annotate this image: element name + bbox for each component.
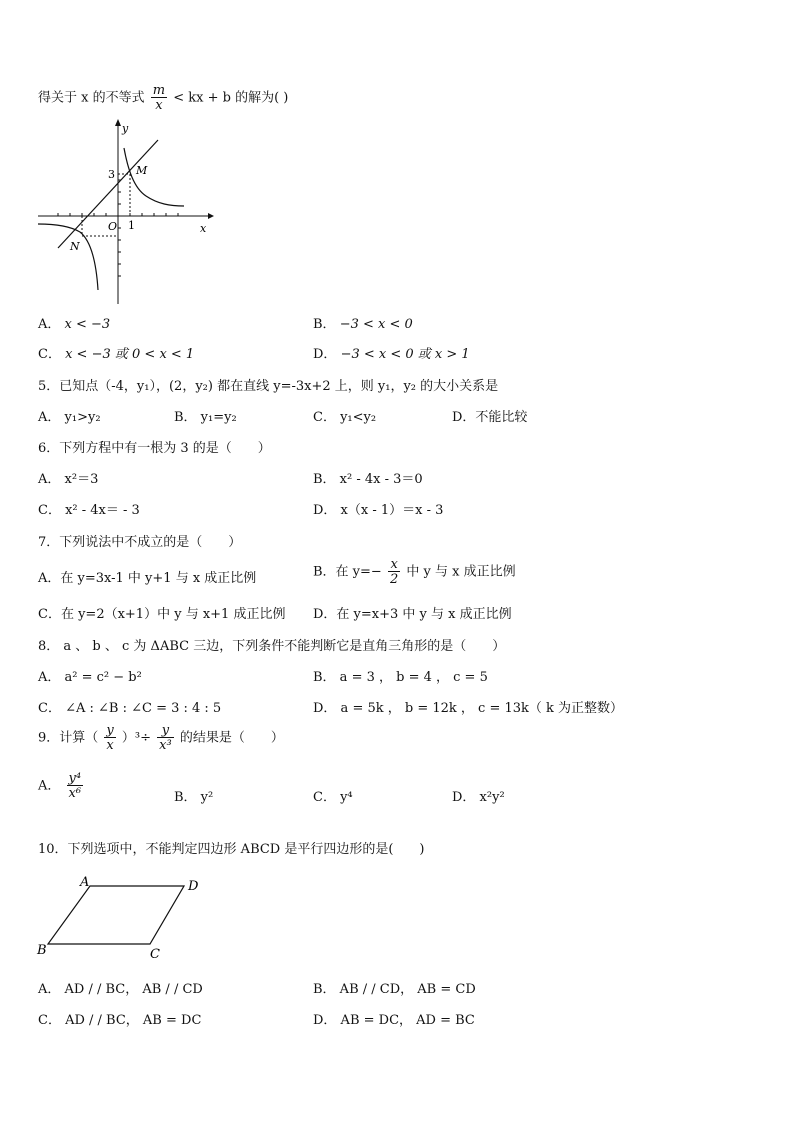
hyperbola-branch-left bbox=[38, 224, 98, 290]
q10-option-d[interactable]: D． AB = DC， AD = BC bbox=[313, 1013, 475, 1028]
vertex-label-d: D bbox=[188, 879, 199, 894]
q6-option-a[interactable]: A． x²＝3 bbox=[38, 472, 99, 487]
q6-option-d[interactable]: D． x（x - 1）＝x - 3 bbox=[313, 503, 444, 518]
q9-option-a[interactable]: A． $\frac{\text{y⁴}}{\text{x⁶}}$ bbox=[38, 771, 82, 801]
q7-option-c[interactable]: C．在 y=2（x+1）中 y 与 x+1 成正比例 bbox=[38, 607, 286, 622]
graph-label-y: y bbox=[122, 122, 129, 135]
graph-label-x: x bbox=[200, 222, 207, 235]
q4-fraction bbox=[151, 84, 167, 112]
graph-label-3: 3 bbox=[108, 168, 115, 181]
q4-graph bbox=[36, 118, 226, 308]
q6-stem: 6．下列方程中有一根为 3 的是（ ） bbox=[38, 441, 271, 456]
q8-option-b[interactable]: B． a = 3 ， b = 4 ， c = 5 bbox=[313, 670, 488, 685]
q10-option-c[interactable]: C． AD / / BC， AB = DC bbox=[38, 1013, 202, 1028]
q4-fraction-num: m bbox=[152, 83, 166, 98]
q7-option-d[interactable]: D．在 y=x+3 中 y 与 x 成正比例 bbox=[313, 607, 512, 622]
vertex-label-a: A bbox=[80, 875, 90, 890]
q6-option-b[interactable]: B． x² - 4x - 3＝0 bbox=[313, 472, 423, 487]
q4-stem-suffix: < kx + b 的解为( ) bbox=[173, 90, 289, 106]
q5-option-c[interactable]: C． y₁<y₂ bbox=[313, 410, 377, 425]
q8-stem: 8． a 、 b 、 c 为 ΔABC 三边，下列条件不能判断它是直角三角形的是（ ） bbox=[38, 639, 506, 654]
q9-option-b[interactable]: B． y² bbox=[174, 790, 214, 805]
graph-label-O: O bbox=[108, 220, 118, 233]
q7-option-b[interactable]: B．在 y=− $\frac{x}{2}$ 中 y 与 x 成正比例 bbox=[313, 557, 516, 587]
q4-option-c[interactable]: C． x < −3 或 0 < x < 1 bbox=[38, 347, 195, 362]
q7-stem: 7．下列说法中不成立的是（ ） bbox=[38, 535, 242, 550]
q5-option-d[interactable]: D．不能比较 bbox=[452, 410, 528, 425]
q9-stem: 9．计算（ $\frac{y}{x}$ ）³÷ $\frac{y}{\text{x³}}$ 的结果是（ ） bbox=[38, 723, 284, 753]
q10-option-a[interactable]: A． AD / / BC， AB / / CD bbox=[38, 982, 203, 997]
q9-option-c[interactable]: C． y⁴ bbox=[313, 790, 353, 805]
q8-option-c[interactable]: C． ∠A : ∠B : ∠C = 3 : 4 : 5 bbox=[38, 701, 222, 716]
q4-option-b[interactable]: B． −3 < x < 0 bbox=[313, 317, 413, 332]
q9-option-d[interactable]: D． x²y² bbox=[452, 790, 505, 805]
q7-b-fraction: $\frac{x}{2}$ bbox=[389, 557, 399, 587]
parallelogram-abcd bbox=[48, 886, 184, 944]
q9-fraction-2: $\frac{y}{\text{x³}}$ bbox=[159, 723, 172, 753]
graph-label-1: 1 bbox=[128, 219, 135, 232]
vertex-label-b: B bbox=[37, 943, 47, 958]
q10-parallelogram-figure bbox=[34, 874, 214, 964]
q4-option-d[interactable]: D． −3 < x < 0 或 x > 1 bbox=[313, 347, 470, 362]
q4-option-a[interactable]: A． x < −3 bbox=[38, 317, 111, 332]
q7-option-a[interactable]: A．在 y=3x-1 中 y+1 与 x 成正比例 bbox=[38, 571, 257, 586]
q5-stem: 5．已知点（-4，y₁），(2，y₂) 都在直线 y=-3x+2 上，则 y₁，y₂ 的大小关系是 bbox=[38, 379, 499, 394]
q9-fraction-1: $\frac{y}{x}$ bbox=[106, 723, 114, 753]
q10-option-b[interactable]: B． AB / / CD， AB = CD bbox=[313, 982, 476, 997]
q5-option-b[interactable]: B． y₁=y₂ bbox=[174, 410, 237, 425]
vertex-label-c: C bbox=[150, 947, 160, 962]
graph-label-N: N bbox=[70, 240, 80, 253]
q8-option-a[interactable]: A． a² = c² − b² bbox=[38, 670, 142, 685]
q9-a-fraction: $\frac{\text{y⁴}}{\text{x⁶}}$ bbox=[68, 771, 82, 801]
q5-option-a[interactable]: A． y₁>y₂ bbox=[38, 410, 101, 425]
hyperbola-branch-right bbox=[124, 148, 184, 206]
q4-fraction-den: x bbox=[151, 97, 167, 112]
q4-stem-prefix: 得关于 x 的不等式 bbox=[38, 90, 145, 106]
graph-label-M: M bbox=[136, 164, 148, 177]
q4-stem bbox=[38, 84, 288, 112]
q8-option-d[interactable]: D． a = 5k ， b = 12k ， c = 13k（ k 为正整数） bbox=[313, 701, 624, 716]
q6-option-c[interactable]: C． x² - 4x＝ - 3 bbox=[38, 503, 140, 518]
q10-stem: 10．下列选项中，不能判定四边形 ABCD 是平行四边形的是( ) bbox=[38, 842, 425, 857]
